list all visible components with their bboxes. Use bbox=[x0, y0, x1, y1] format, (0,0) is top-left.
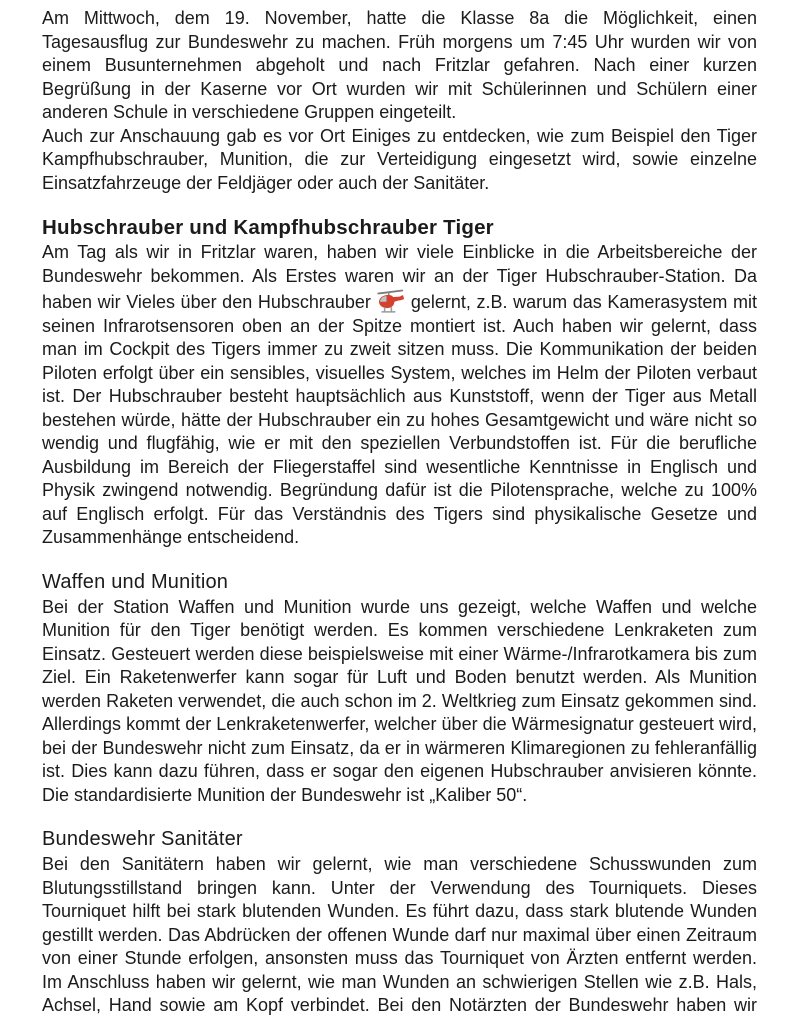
text-line: man im Cockpit des Tigers immer zu zweit sitzen muss. Die Kommunikation der beiden bbox=[42, 339, 757, 359]
text-line: Am Mittwoch, dem 19. November, hatte die Klasse 8a die Möglichkeit, einen bbox=[42, 8, 757, 28]
text-line: gestillt werden. Das Abdrücken der offenen Wunde darf nur maximal über einen Zeitraum bbox=[42, 924, 757, 945]
text-line: Im Anschluss haben wir gelernt, wie man Wunden an schwierigen Stellen wie z.B. Hals, bbox=[42, 971, 757, 992]
text-line: Bei den Sanitätern haben wir gelernt, wie man verschiedene Schusswunden zum bbox=[42, 854, 757, 874]
intro-paragraph bbox=[42, 7, 757, 125]
text-line: bestehen würde, hätte der Hubschrauber ein zu hohes Gesamtgewicht und wäre nicht so bbox=[42, 409, 757, 430]
text-line: einem Busunternehmen abgeholt und nach Fritzlar gefahren. Nach einer kurzen bbox=[42, 55, 757, 75]
text-line: Einsatzfahrzeuge der Feldjäger oder auch der Sanitäter. bbox=[42, 172, 490, 193]
overview-paragraph bbox=[42, 125, 757, 196]
text-line: Kampfhubschrauber, Munition, die zur Verteidigung eingesetzt wird, sowie einzelne bbox=[42, 149, 757, 169]
text-line: werden Raketen verwendet, die auch schon im 2. Weltkrieg zum Einsatz gekommen sind. bbox=[42, 690, 757, 711]
text-line: Tourniquet hilft bei stark blutenden Wunden. Es führt dazu, dass stark blutende Wunden bbox=[42, 901, 757, 921]
text-line: Bundeswehr bekommen. Als Erstes waren wir an der Tiger Hubschrauber-Station. Da bbox=[42, 265, 757, 286]
text-line bbox=[42, 288, 757, 315]
text-line: Allerdings kommt der Lenkraketenwerfer, welcher über die Wärmesignatur gesteuert wird, bbox=[42, 714, 757, 734]
text-line: bei der Bundeswehr nicht zum Einsatz, da er in wärmeren Klimaregionen zu fehleranfällig bbox=[42, 737, 757, 758]
text-line: Achsel, Hand sowie am Kopf verbindet. Bei den Notärzten der Bundeswehr haben wir bbox=[42, 995, 757, 1015]
heading-hubschrauber: Hubschrauber und Kampfhubschrauber Tiger bbox=[42, 216, 494, 239]
text-segment: gelernt, z.B. warum das Kamerasystem mit bbox=[410, 292, 758, 312]
text-line: Auch zur Anschauung gab es vor Ort Einiges zu entdecken, wie zum Beispiel den Tiger bbox=[42, 125, 757, 146]
text-line: seinen Infrarotsensoren oben an der Spitze montiert ist. Auch haben wir gelernt, dass bbox=[42, 315, 757, 336]
text-line: Bei der Station Waffen und Munition wurde uns gezeigt, welche Waffen und welche bbox=[42, 596, 757, 617]
text-line: Ziel. Ein Raketenwerfer kann sogar für Luft und Boden benutzt werden. Als Munition bbox=[42, 667, 757, 687]
text-line: Physik zwingend notwendig. Begründung dafür ist die Pilotensprache, welche zu 100% bbox=[42, 480, 757, 500]
text-line: Tagesausflug zur Bundeswehr zu machen. Früh morgens um 7:45 Uhr wurden wir von bbox=[42, 31, 757, 52]
text-line: ist. Dies kann dazu führen, dass er sogar den eigenen Hubschrauber anvisieren könnte. bbox=[42, 761, 757, 781]
text-line: wendig und flugfähig, wie er mit den speziellen Verbundstoffen ist. Für die berufliche bbox=[42, 433, 757, 453]
text-line: Piloten erfolgt über ein sensibles, visuelles System, welches im Helm der Piloten verbaut bbox=[42, 362, 757, 383]
text-line: Blutungsstillstand bringen kann. Unter der Verwendung des Tourniquets. Dieses bbox=[42, 877, 757, 898]
text-line: ist. Der Hubschrauber besteht hauptsächlich aus Kunststoff, wenn der Tiger aus Metall bbox=[42, 386, 757, 406]
text-line: Einsatz. Gesteuert werden diese beispielsweise mit einer Wärme-/Infrarotkamera bis zum bbox=[42, 643, 757, 664]
text-line: von einer Stunde erfolgen, ansonsten muss das Tourniquet von Ärzten entfernt werden. bbox=[42, 948, 757, 968]
text-line: anderen Schule in verschiedene Gruppen eingeteilt. bbox=[42, 102, 457, 122]
medics-paragraph bbox=[42, 853, 757, 1018]
text-line: Am Tag als wir in Fritzlar waren, haben wir viele Einblicke in die Arbeitsbereiche der bbox=[42, 242, 757, 262]
text-line: Die standardisierte Munition der Bundeswehr ist „Kaliber 50“. bbox=[42, 784, 528, 805]
text-line: auf Englisch erfolgt. Für das Verständnis des Tigers sind physikalische Gesetze und bbox=[42, 503, 757, 524]
weapons-paragraph bbox=[42, 596, 757, 808]
heading-sanitaeter: Bundeswehr Sanitäter bbox=[42, 828, 243, 850]
helicopter-icon bbox=[376, 288, 406, 314]
text-line: Begrüßung in der Kaserne vor Ort wurden wir mit Schülerinnen und Schülern einer bbox=[42, 78, 757, 99]
heading-waffen: Waffen und Munition bbox=[42, 570, 229, 593]
text-segment: haben wir Vieles über den Hubschrauber bbox=[42, 292, 371, 312]
text-line: Ausbildung im Bereich der Fliegerstaffel sind wesentliche Kenntnisse in Englisch und bbox=[42, 456, 757, 477]
text-line: Munition für den Tiger benötigt werden. Es kommen verschiedene Lenkraketen zum bbox=[42, 620, 757, 640]
text-line: Zusammenhänge entscheidend. bbox=[42, 527, 300, 547]
helicopter-paragraph bbox=[42, 241, 757, 550]
